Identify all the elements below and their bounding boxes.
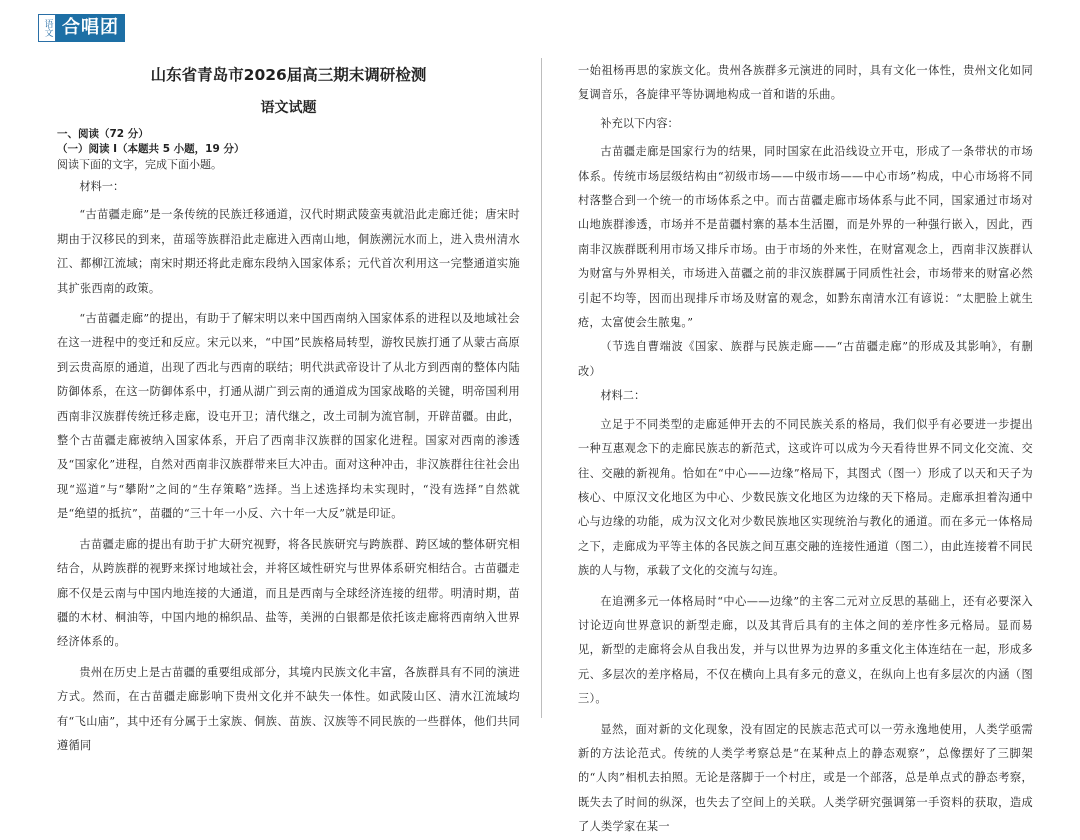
- supplement-label: 补充以下内容：: [600, 116, 679, 130]
- left-column: [57, 62, 520, 758]
- column-divider: [541, 58, 542, 718]
- source-citation: （节选自曹端波《国家、族群与民族走廊——“古苗疆走廊”的形成及其影响》，有删改）: [578, 340, 1033, 378]
- paragraph: “古苗疆走廊”的提出，有助于了解宋明以来中国西南纳入国家体系的进程以及地域社会在这一进程中的变迁和反应。宋元以来，“中国”民族格局转型，游牧民族打通了从蒙古高原到云贵高原的通道，出现了西北与西南的联结；明代洪武帝设计了从北方到西南的整体内陆防御体系，在这一防御体系中，打通从湖广到云南的通道成为国家战略的关键，明帝国利用西南非汉族群传统迁移走廊，设屯开卫；清代继之，改土司制为流官制，开辟苗疆。由此，整个古苗疆走廊被纳入国家体系，开启了西南非汉族群的国家化进程。国家对西南的渗透及“国家化”进程，自然对西南非汉族群带来巨大冲击。面对这种冲击，非汉族群往往社会出现“巡道”与“攀附”之间的“生存策略”选择。当上述选择均未实现时，“没有选择”自然就是“绝望的抵抗”，苗疆的“三十年一小反、六十年一大反”就是印证。: [57, 312, 520, 521]
- section-heading: 一、阅读（72 分）: [57, 128, 149, 140]
- subsection-heading: （一）阅读 I（本题共 5 小题，19 分）: [57, 143, 245, 155]
- brand-logo: [38, 14, 125, 42]
- paragraph: 古苗疆走廊是国家行为的结果，同时国家在此沿线设立开屯，形成了一条带状的市场体系。传统市场层级结构由“初级市场——中级市场——中心市场”构成，中心市场将不同村落整合到一个统一的市场体系之中。而古苗疆走廊市场体系与此不同，国家通过市场对山地族群渗透，市场并不是苗疆村寨的基本生活圈，而是外界的一种强行嵌入，因此，西南非汉族群既利用市场又排斥市场。由于市场的外来性，在财富观念上，西南非汉族群认为财富与外界相关，市场进入苗疆之前的非汉族群属于同质性社会，市场带来的财富必然引起不均等，因而出现排斥市场及财富的观念，如黔东南清水江有谚说：“太肥脸上就生疮，太富使会生脓鬼。”: [578, 145, 1033, 330]
- exam-title: 山东省青岛市2026届高三期末调研检测: [150, 66, 427, 84]
- paragraph: 显然，面对新的文化现象，没有固定的民族志范式可以一劳永逸地使用，人类学亟需新的方法论范式。传统的人类学考察总是“在某种点上的静态观察”，总像摆好了三脚架的“人肉”相机去拍照。无论是落脚于一个村庄，或是一个部落，总是单点式的静态考察，既失去了时间的纵深，也失去了空间上的关联。人类学研究强调第一手资料的获取，造成了人类学家在某一: [578, 722, 1033, 834]
- paragraph: 在追溯多元一体格局时“中心——边缘”的主客二元对立反思的基础上，还有必要深入讨论迈向世界意识的新型走廊，以及其背后具有的主体之间的差序性多元格局。显而易见，新型的走廊将会从自我出发，并与以世界为边界的多重文化主体连结在一起，形成多元、多层次的差序格局，不仅在横向上具有多元的意义，在纵向上也有多层次的内涵（图三）。: [578, 594, 1033, 706]
- right-column: [578, 59, 1033, 840]
- material-two-label: 材料二：: [600, 389, 646, 403]
- paragraph: 古苗疆走廊的提出有助于扩大研究视野，将各民族研究与跨族群、跨区域的整体研究相结合，从跨族群的视野来探讨地域社会，并将区域性研究与世界体系研究相结合。古苗疆走廊不仅是云南与中国内地连接的大通道，而且是西南与全球经济连接的纽带。明清时期，苗疆的木材、桐油等，中国内地的棉织品、盐等，美洲的白银都是依托该走廊将西南纳入世界经济体系的。: [57, 537, 520, 649]
- exam-subtitle: 语文试题: [260, 100, 317, 116]
- paragraph: “古苗疆走廊”是一条传统的民族迁移通道，汉代时期武陵蛮夷就沿此走廊迁徙；唐宋时期由于汉移民的到来，苗瑶等族群沿此走廊进入西南山地，侗族溯沅水而上，进入贵州清水江、都柳江流域；南宋时期还将此走廊东段纳入国家体系；元代首次利用这一完整通道实施其扩张西南的政策。: [57, 208, 520, 295]
- logo-main-text: 合唱团: [56, 14, 125, 42]
- instruction-text: 阅读下面的文字，完成下面小题。: [57, 158, 222, 171]
- paragraph: 一始祖杨再思的家族文化。贵州各族群多元演进的同时，具有文化一体性，贵州文化如同复调音乐，各旋律平等协调地构成一首和谐的乐曲。: [578, 64, 1033, 102]
- paragraph: 立足于不同类型的走廊延伸开去的不同民族关系的格局，我们似乎有必要进一步提出一种互惠观念下的走廊民族志的新范式，这或许可以成为今天看待世界不同文化交流、交往、交融的新视角。恰如在“中心——边缘”格局下，其图式（图一）形成了以天和天子为核心、中原汉文化地区为中心、少数民族文化地区为边缘的天下格局。走廊承担着沟通中心与边缘的功能，成为汉文化对少数民族地区实现统治与教化的通道。而在多元一体格局之下，走廊成为平等主体的各民族之间互惠交融的连接性通道（图二），由此连接着不同民族的人与物，承载了文化的交流与勾连。: [578, 417, 1033, 578]
- paragraph: 贵州在历史上是古苗疆的重要组成部分，其境内民族文化丰富，各族群具有不同的演进方式。然而，在古苗疆走廊影响下贵州文化并不缺失一体性。如武陵山区、清水江流域均有“飞山庙”，其中还有分属于土家族、侗族、苗族、汉族等不同民族的一些群体，他们共同遵循同: [57, 665, 520, 752]
- material-one-label: 材料一：: [79, 180, 125, 193]
- logo-side-text: 语文: [38, 14, 56, 42]
